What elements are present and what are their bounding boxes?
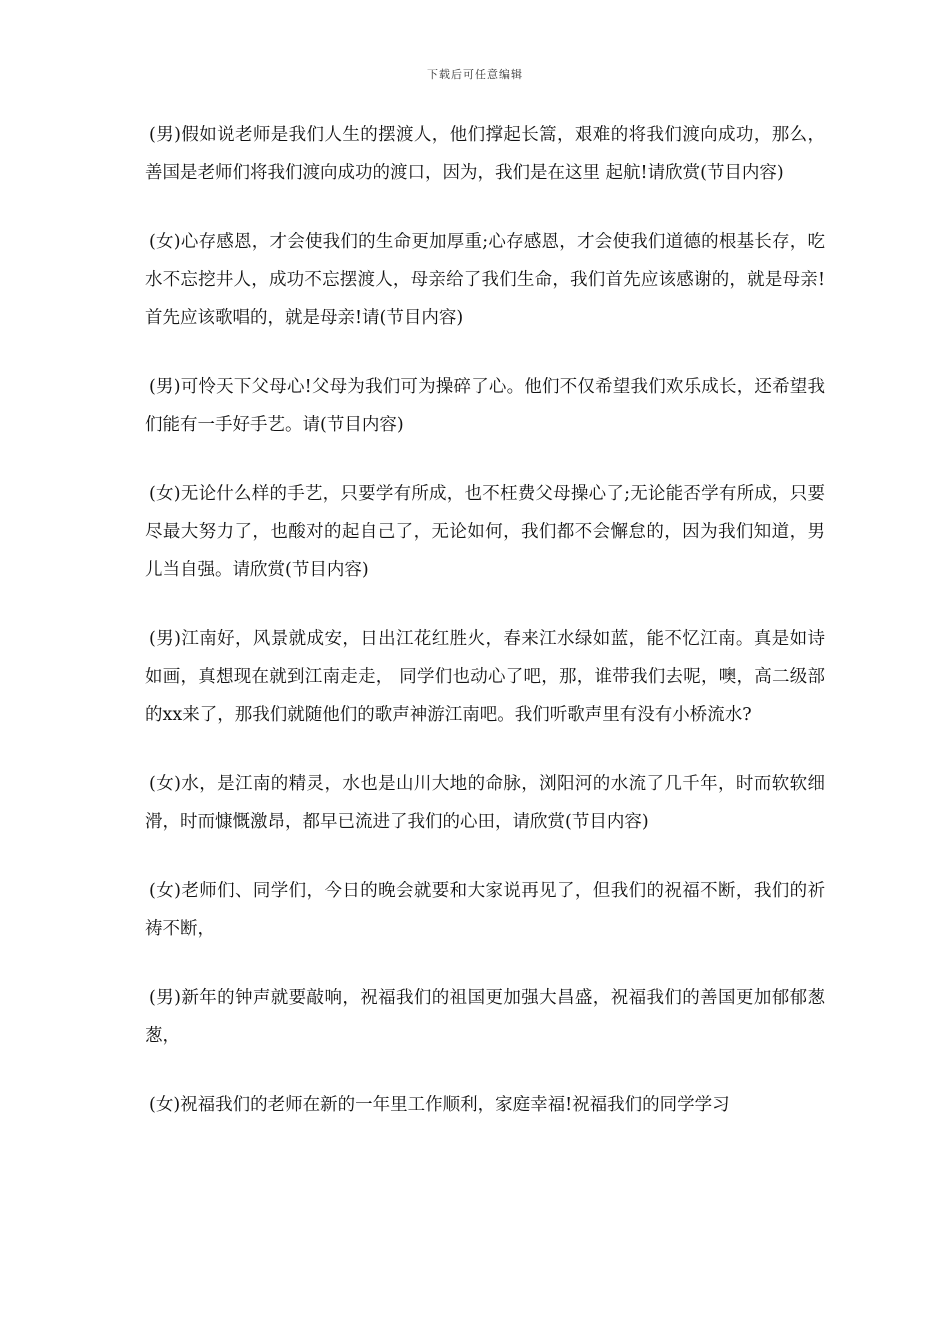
paragraph: (男)江南好，风景就成安，日出江花红胜火，春来江水绿如蓝，能不忆江南。真是如诗如画，真想现在就到江南走走， 同学们也动心了吧，那，谁带我们去呢，噢，高二级部的xx来了，那我们就随他们的歌声神游江南吧。我们听歌声里有没有小桥流水? xyxy=(145,629,825,725)
document-body xyxy=(145,116,825,1155)
paragraph: (女)水，是江南的精灵，水也是山川大地的命脉，浏阳河的水流了几千年，时而软软细滑，时而慷慨激昂，都早已流进了我们的心田，请欣赏(节目内容) xyxy=(145,774,825,832)
paragraph: (男)可怜天下父母心!父母为我们可为操碎了心。他们不仅希望我们欢乐成长，还希望我们能有一手好手艺。请(节目内容) xyxy=(145,377,825,435)
paragraph: (女)祝福我们的老师在新的一年里工作顺利，家庭幸福!祝福我们的同学学习 xyxy=(149,1095,730,1115)
paragraph: (女)心存感恩，才会使我们的生命更加厚重;心存感恩，才会使我们道德的根基长存，吃水不忘挖井人，成功不忘摆渡人，母亲给了我们生命，我们首先应该感谢的，就是母亲!首先应该歌唱的，就是母亲!请(节目内容) xyxy=(145,232,825,328)
header-note: 下载后可任意编辑 xyxy=(427,68,523,81)
paragraph: (男)新年的钟声就要敲响，祝福我们的祖国更加强大昌盛，祝福我们的善国更加郁郁葱葱， xyxy=(145,988,825,1046)
paragraph: (男)假如说老师是我们人生的摆渡人，他们撑起长篙，艰难的将我们渡向成功，那么，善国是老师们将我们渡向成功的渡口，因为，我们是在这里 起航!请欣赏(节目内容) xyxy=(145,125,825,183)
paragraph: (女)老师们、同学们，今日的晚会就要和大家说再见了，但我们的祝福不断，我们的祈祷不断， xyxy=(145,881,825,939)
paragraph: (女)无论什么样的手艺，只要学有所成，也不枉费父母操心了;无论能否学有所成，只要尽最大努力了，也酸对的起自己了，无论如何，我们都不会懈怠的，因为我们知道，男儿当自强。请欣赏(节目内容) xyxy=(145,484,825,580)
